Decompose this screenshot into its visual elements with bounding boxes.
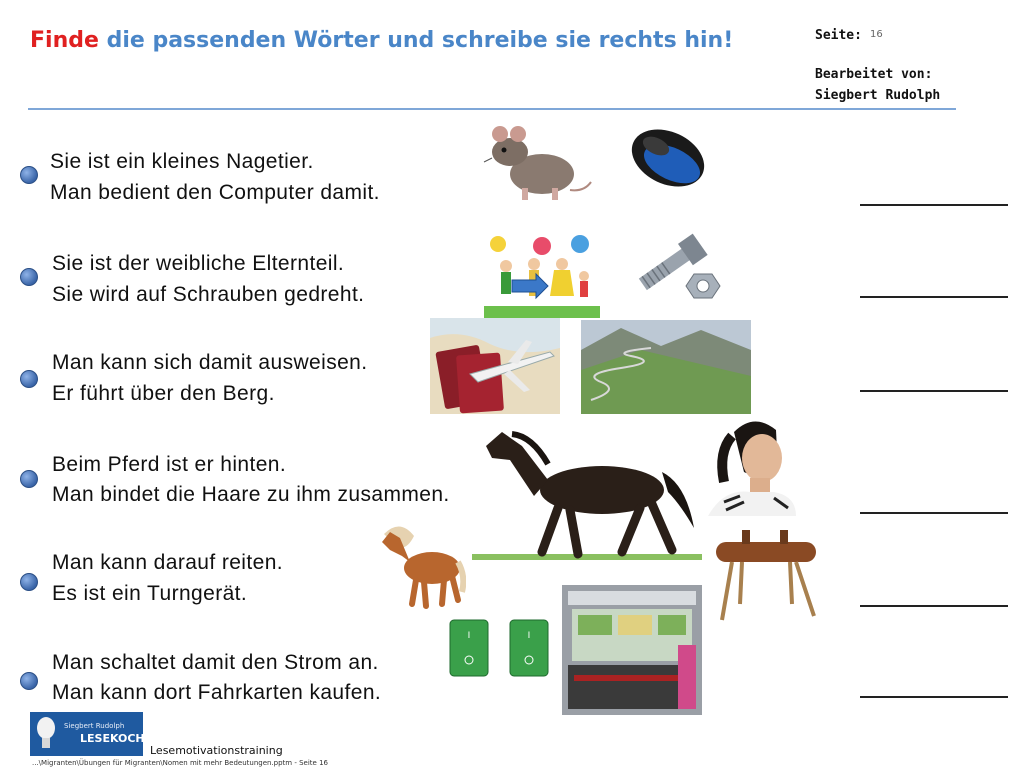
- program-name: Lesemotivationstraining: [150, 744, 283, 757]
- file-path: ...\Migranten\Übungen für Migranten\Nomen mit mehr Bedeutungen.pptm - Seite 16: [32, 759, 328, 767]
- clue-line-2: Man bindet die Haare zu ihm zusammen.: [52, 483, 450, 506]
- bullet-icon: [20, 166, 38, 184]
- clue-line-2: Man kann dort Fahrkarten kaufen.: [52, 681, 382, 704]
- svg-text:I: I: [467, 631, 471, 641]
- ticket-counter-image: [562, 585, 702, 715]
- title-highlight: Finde: [30, 28, 99, 53]
- ponytail-girl-image: [704, 412, 796, 516]
- page-label: Seite:: [815, 28, 862, 43]
- logo-text-main: LESEKOCH: [80, 732, 143, 745]
- clue-line-2: Es ist ein Turngerät.: [52, 582, 248, 605]
- bullet-icon: [20, 573, 38, 591]
- family-drawing-image: [484, 230, 600, 318]
- clue-line-1: Sie ist ein kleines Nagetier.: [50, 150, 314, 173]
- computer-mouse-image: [626, 122, 710, 192]
- mountain-pass-road-image: [581, 320, 751, 414]
- clue-line-1: Sie ist der weibliche Elternteil.: [52, 252, 345, 275]
- bolt-and-nut-image: [628, 228, 724, 306]
- answer-blank[interactable]: [860, 696, 1008, 698]
- edited-by-label: Bearbeitet von:: [815, 67, 933, 82]
- bullet-icon: [20, 370, 38, 388]
- pony-image: [376, 516, 466, 610]
- mouse-animal-image: [472, 122, 592, 204]
- passports-airplane-image: [430, 318, 560, 414]
- clue-line-2: Man bedient den Computer damit.: [50, 181, 380, 204]
- clue-line-1: Man schaltet damit den Strom an.: [52, 651, 379, 674]
- clue-line-1: Man kann sich damit ausweisen.: [52, 351, 368, 374]
- clue-line-2: Er führt über den Berg.: [52, 382, 275, 405]
- bullet-icon: [20, 268, 38, 286]
- clue-line-1: Man kann darauf reiten.: [52, 551, 284, 574]
- horse-image: [472, 424, 702, 562]
- header-divider: [28, 108, 956, 110]
- answer-blank[interactable]: [860, 605, 1008, 607]
- bullet-icon: [20, 470, 38, 488]
- bullet-icon: [20, 672, 38, 690]
- clue-line-2: Sie wird auf Schrauben gedreht.: [52, 283, 365, 306]
- lesekoch-logo: [30, 712, 143, 756]
- author-name: Siegbert Rudolph: [815, 88, 941, 103]
- clue-line-1: Beim Pferd ist er hinten.: [52, 453, 287, 476]
- answer-blank[interactable]: [860, 512, 1008, 514]
- page-title: [30, 28, 733, 53]
- page-number: 16: [870, 29, 883, 40]
- answer-blank[interactable]: [860, 390, 1008, 392]
- answer-blank[interactable]: [860, 204, 1008, 206]
- light-switch-image: [448, 618, 550, 678]
- pommel-horse-image: [710, 524, 822, 624]
- answer-blank[interactable]: [860, 296, 1008, 298]
- svg-text:I: I: [527, 631, 531, 641]
- logo-text-top: Siegbert Rudolph: [64, 722, 125, 730]
- title-rest: die passenden Wörter und schreibe sie rechts hin!: [106, 28, 734, 53]
